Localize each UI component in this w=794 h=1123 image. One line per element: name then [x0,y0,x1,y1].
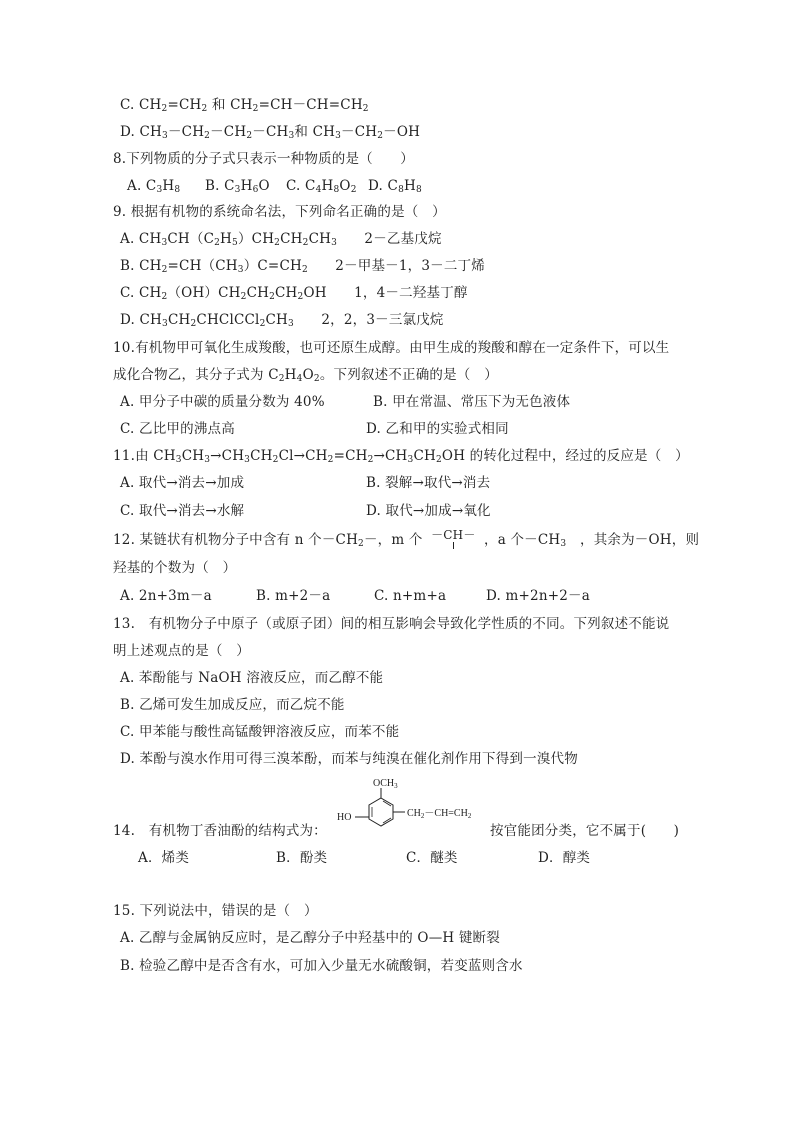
subscript: 2 [327,455,334,465]
subscript: 3 [162,319,168,329]
text-segment: B. C [205,178,235,194]
subscript: 3 [161,238,168,248]
q10-stem-line2 [113,366,498,384]
text-segment: CH [181,448,205,464]
q12-option-b: B. m+2－a [256,588,331,604]
text-segment: H [240,178,253,194]
text-segment: 2－乙基戊烷 [337,231,442,247]
text-segment: －CH [341,124,378,140]
q9-option-d [120,311,444,329]
q13-stem-line1: 13. 有机物分子中原子（或原子团）间的相互影响会导致化学性质的不同。下列叙述不能说 [113,616,670,632]
subscript: 2 [362,104,369,114]
text-segment: O [302,367,314,383]
q14-stem-suffix: 按官能团分类，它不属于( ) [490,823,680,839]
q15-option-b: B. 检验乙醇中是否含有水，可加入少量无水硫酸铜，若变蓝则含水 [120,958,523,974]
subscript: 2 [204,131,211,141]
text-segment: D. CH [120,312,163,328]
q11-option-b: B. 裂解→取代→消去 [366,475,491,491]
text-segment: →CH [210,448,245,464]
q12-option-d: D. m+2n+2－a [486,588,590,604]
subscript: 3 [237,265,244,275]
text-segment: －CH [167,124,205,140]
text-segment: 2，2，3－三氯戊烷 [293,312,444,328]
subscript: 2 [240,292,247,302]
subscript: 8 [415,185,422,195]
allyl-chain-label: $CH_2-CH=CH_2$ [407,808,472,820]
text-segment: C. CH [120,97,162,113]
text-segment: 11.由 CH [113,448,176,464]
subscript: 4 [296,374,303,384]
och3-label: $OCH_3$ [373,778,398,790]
text-segment: 成化合物乙，其分子式为 C [113,367,279,383]
text-segment: O [258,178,270,194]
subscript: 3 [156,185,163,195]
text-segment: －CH [210,124,247,140]
text-segment: ）CH [237,231,275,247]
text-segment: =CH [167,97,202,113]
text-segment: CH [308,231,332,247]
q13-option-b: B. 乙烯可发生加成反应，而乙烷不能 [120,697,345,713]
q11-stem [113,447,689,465]
q10-option-c: C. 乙比甲的沸点高 [120,421,235,437]
subscript: 3 [331,238,338,248]
subscript: 2 [313,374,320,384]
q8-option-c [286,177,357,195]
subscript: 8 [333,185,340,195]
subscript: 2 [190,319,197,329]
ch-group: －CH－ [431,531,475,549]
text-segment: A. C [127,178,157,194]
subscript: 4 [315,185,322,195]
text-segment: CHClCCl [196,312,260,328]
text-segment: －OH [383,124,421,140]
text-segment: H [284,367,297,383]
subscript: 2 [214,238,221,248]
q13-stem-line2: 明上述观点的是（ ） [113,643,250,659]
subscript: 2 [161,292,168,302]
subscript: 2 [350,185,357,195]
q7-option-d [120,123,420,141]
text-segment: C. C [286,178,316,194]
text-segment: A. CH [120,231,162,247]
q13-option-a: A. 苯酚能与 NaOH 溶液反应，而乙醇不能 [120,670,384,686]
text-segment: H [220,231,233,247]
subscript: 2 [367,455,374,465]
q13-option-d: D. 苯酚与溴水作用可得三溴苯酚，而苯与纯溴在催化剂作用下得到一溴代物 [120,751,578,767]
text-segment: 2－甲基－1，3－二丁烯 [307,258,485,274]
eugenol-structure [335,776,495,838]
q8-option-b [205,177,270,195]
q14-option-a: A．烯类 [138,850,190,866]
text-segment: =CH（CH [167,258,238,274]
text-segment: CH [413,448,436,464]
q10-option-a: A. 甲分子中碳的质量分数为 40% [120,394,325,410]
text-segment: CH [250,448,273,464]
text-segment: =CH－CH=CH [258,97,363,113]
q13-option-c: C. 甲苯能与酸性高锰酸钾溶液反应，而苯不能 [120,724,400,740]
q11-option-d: D. 取代→加成→氧化 [366,503,491,519]
text-segment: OH 1，4－二羟基丁醇 [303,285,468,301]
q14-option-c: C．醚类 [406,850,458,866]
text-segment: H [404,178,416,194]
subscript: 2 [259,319,266,329]
subscript: 2 [246,131,253,141]
text-segment: －CH [252,124,289,140]
q15-option-a: A. 乙醇与金属钠反应时，是乙醇分子中羟基中的 O—H 键断裂 [120,930,500,946]
q11-option-a: A. 取代→消去→加成 [120,475,245,491]
subscript: 8 [398,185,404,195]
subscript: 3 [335,131,342,141]
q10-stem-line1: 10.有机物甲可氧化生成羧酸，也可还原生成醇。由甲生成的羧酸和醇在一定条件下，可以生 [113,340,670,356]
subscript: 2 [272,455,279,465]
text-segment: 。下列叙述不正确的是（ ） [319,367,498,383]
text-segment: CH（C [167,231,215,247]
subscript: 2 [161,265,168,275]
text-segment: OH 的转化过程中，经过的反应是（ ） [441,448,689,464]
q7-option-c [120,96,369,114]
text-segment: C. CH [120,285,162,301]
text-segment: Cl→CH [278,448,328,464]
q8-option-a [127,177,180,195]
text-segment: H [162,178,175,194]
q9-option-b [120,257,485,275]
subscript: 8 [174,185,181,195]
q14-option-d: D．醇类 [538,850,591,866]
ho-label: HO [337,812,352,823]
subscript: 2 [302,238,309,248]
subscript: 3 [204,455,211,465]
q15-stem: 15. 下列说法中，错误的是（ ） [113,903,318,919]
q8-option-d [368,177,422,195]
subscript: 3 [407,455,414,465]
text-segment: →CH [373,448,408,464]
q10-option-b: B. 甲在常温、常压下为无色液体 [373,394,571,410]
subscript: 2 [252,104,259,114]
subscript: 2 [161,104,168,114]
subscript: 3 [162,131,168,141]
subscript: 2 [435,455,442,465]
text-segment: CH [246,285,270,301]
subscript: 2 [297,292,304,302]
q9-option-a [120,230,442,248]
q12-option-a: A. 2n+3m－a [120,588,212,604]
q14-stem-prefix: 14. 有机物丁香油酚的结构式为： [113,823,327,839]
text-segment: 和 CH [207,97,253,113]
text-segment: H [321,178,334,194]
subscript: 2 [278,374,285,384]
text-segment: CH [275,285,298,301]
q8-stem: 8.下列物质的分子式只表示一种物质的是（ ） [113,151,414,167]
subscript: 2 [301,265,308,275]
text-segment: D. C [368,178,399,194]
text-segment: =CH [333,448,368,464]
q14-option-b: B．酚类 [276,850,328,866]
text-segment: CH [167,312,191,328]
q12-option-c: C. n+m+a [374,588,447,604]
text-segment: B. CH [120,258,162,274]
subscript: 3 [234,185,241,195]
text-segment: 和 CH [294,124,336,140]
subscript: 2 [201,104,208,114]
subscript: 6 [252,185,259,195]
q12-stem-line1: 12. 某链状有机物分子中含有 n 个$-CH_2-$，m 个 －CH－ ，a 个$-CH_3$ ，其余为－OH，则 [113,528,700,549]
subscript: 3 [244,455,251,465]
subscript: 2 [377,131,384,141]
subscript: 3 [175,455,182,465]
text-segment: CH [265,312,289,328]
subscript: 3 [288,131,295,141]
text-segment: D. CH [120,124,163,140]
q9-option-c [120,284,468,302]
subscript: 2 [274,238,281,248]
text-segment: （OH）CH [167,285,241,301]
q10-option-d: D. 乙和甲的实验式相同 [366,421,509,437]
subscript: 3 [288,319,294,329]
q12-stem-line2: 羟基的个数为（ ） [113,560,237,576]
text-segment: O [339,178,351,194]
q9-stem: 9. 根据有机物的系统命名法，下列命名正确的是（ ） [113,204,446,220]
q11-option-c: C. 取代→消去→水解 [120,503,245,519]
text-segment: CH [280,231,303,247]
subscript: 5 [232,238,238,248]
subscript: 2 [269,292,276,302]
text-segment: ）C=CH [243,258,302,274]
